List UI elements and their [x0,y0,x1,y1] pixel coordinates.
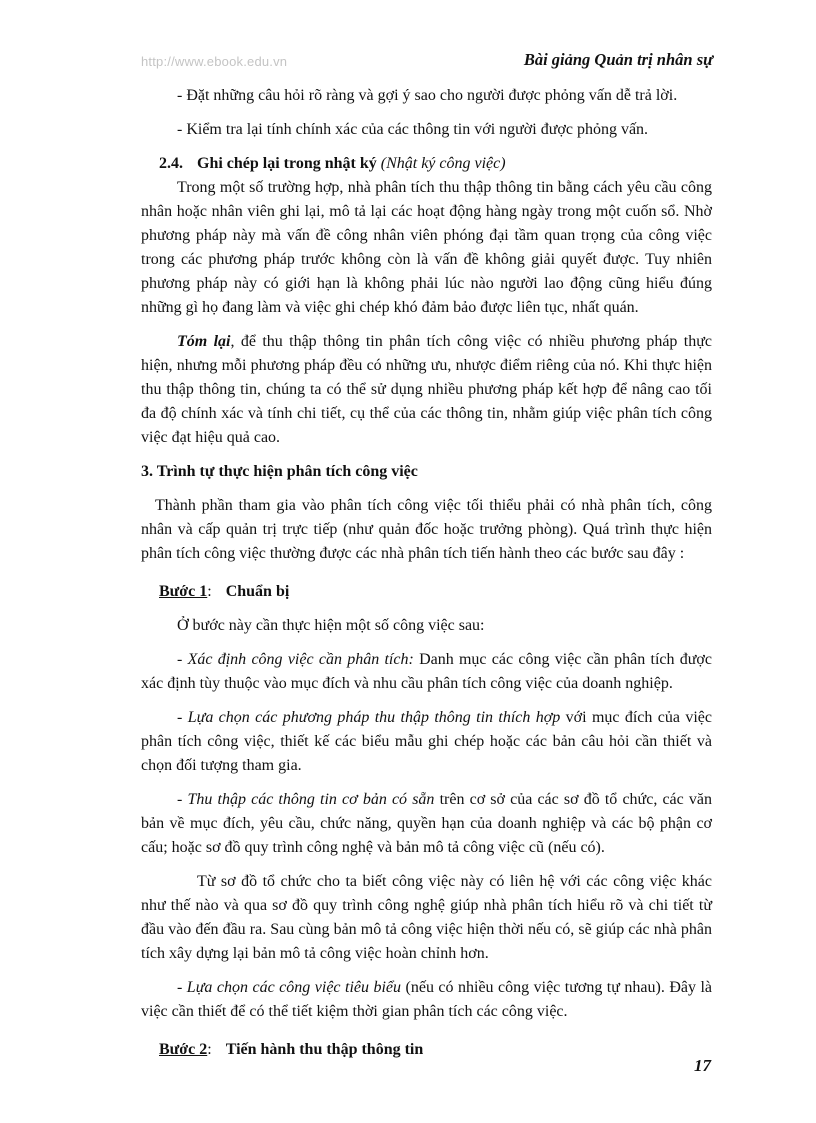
bullet-paragraph: - Kiểm tra lại tính chính xác của các thông tin với người được phỏng vấn. [177,121,649,138]
header-title: Bài giảng Quản trị nhân sự [523,50,713,69]
summary-text: , để thu thập thông tin phân tích công việc có nhiều phương pháp thực hiện, nhưng mỗi phương pháp đều có những ưu, nhược điểm riêng của nó. Khi thực hiện thu thập thông tin, chúng ta có thể sử dụng nhiều phương pháp kết hợp để nâng cao tối đa độ chính xác và tính chi tiết, cụ thể của các thông tin, nhằm giúp việc phân tích công việc đạt hiệu quả cao. [141,333,713,446]
section-heading-3: 3. Trình tự thực hiện phân tích công việc [141,463,418,480]
page-number: 17 [694,1056,711,1075]
body-text [141,84,712,1062]
paragraph: Ở bước này cần thực hiện một số công việc sau: [177,617,485,634]
section-title: Ghi chép lại trong nhật ký [197,155,377,172]
step-title: Tiến hành thu thập thông tin [225,1041,424,1058]
summary-lead: Tóm lại [177,333,231,350]
bullet-paragraph: - Lựa chọn các công việc tiêu biểu (nếu có nhiều công việc tương tự nhau). Đây là việc cần thiết để có thể tiết kiệm thời gian phân tích các công việc. [141,979,713,1020]
header-watermark-url: http://www.ebook.edu.vn [141,54,288,69]
section-heading-2-4 [141,152,712,176]
bullet-paragraph: - Xác định công việc cần phân tích: Danh mục các công việc cần phân tích được xác định tùy thuộc vào mục đích và nhu cầu phân tích công việc của doanh nghiệp. [141,651,712,692]
paragraph: Trong một số trường hợp, nhà phân tích thu thập thông tin bằng cách yêu cầu công nhân hoặc nhân viên ghi lại, mô tả lại các hoạt động hàng ngày trong một cuốn sổ. Nhờ phương pháp này mà vấn đề công nhân viên phóng đại tầm quan trọng của công việc trong các phương pháp trước không còn là vấn đề không giải quyết được. Tuy nhiên phương pháp này có giới hạn là không phải lúc nào người lao động cũng hiểu đúng những gì họ đang làm và việc ghi chép khó đảm bảo được liên tục, nhất quán. [141,179,712,316]
step-label: Bước 1 [159,583,208,600]
step-title: Chuẩn bị [225,583,290,600]
page-header [141,50,713,72]
step-label: Bước 2 [159,1041,208,1058]
step-heading-2: Bước 2: Tiến hành thu thập thông tin [159,1041,424,1058]
bullet-paragraph: - Đặt những câu hỏi rõ ràng và gợi ý sao cho người được phỏng vấn dễ trả lời. [177,87,678,104]
step-heading-1: Bước 1: Chuẩn bị [159,583,290,600]
paragraph: Thành phần tham gia vào phân tích công việc tối thiểu phải có nhà phân tích, công nhân và cấp quản trị trực tiếp (như quản đốc hoặc trưởng phòng). Quá trình thực hiện phân tích công việc thường được các nhà phân tích tiến hành theo các bước sau đây : [141,497,712,562]
section-number: 2.4. [159,155,183,172]
bullet-paragraph: - Thu thập các thông tin cơ bản có sẵn trên cơ sở của các sơ đồ tổ chức, các văn bản về mục đích, yêu cầu, chức năng, quyền hạn của doanh nghiệp và các bộ phận cơ cấu; hoặc sơ đồ quy trình công nghệ và bản mô tả công việc cũ (nếu có). [141,791,713,856]
bullet-paragraph: - Lựa chọn các phương pháp thu thập thông tin thích hợp với mục đích của việc phân tích công việc, thiết kế các biểu mẫu ghi chép hoặc các bản câu hỏi cần thiết và chọn đối tượng tham gia. [141,709,712,774]
paragraph: Từ sơ đồ tổ chức cho ta biết công việc này có liên hệ với các công việc khác như thế nào và qua sơ đồ quy trình công nghệ giúp nhà phân tích hiểu rõ và chi tiết từ đầu vào đến đầu ra. Sau cùng bản mô tả công việc hiện thời nếu có, sẽ giúp các nhà phân tích xây dựng lại bản mô tả công việc hoàn chỉnh hơn. [141,873,712,962]
summary-paragraph [141,330,712,450]
section-subtitle: (Nhật ký công việc) [380,155,506,172]
